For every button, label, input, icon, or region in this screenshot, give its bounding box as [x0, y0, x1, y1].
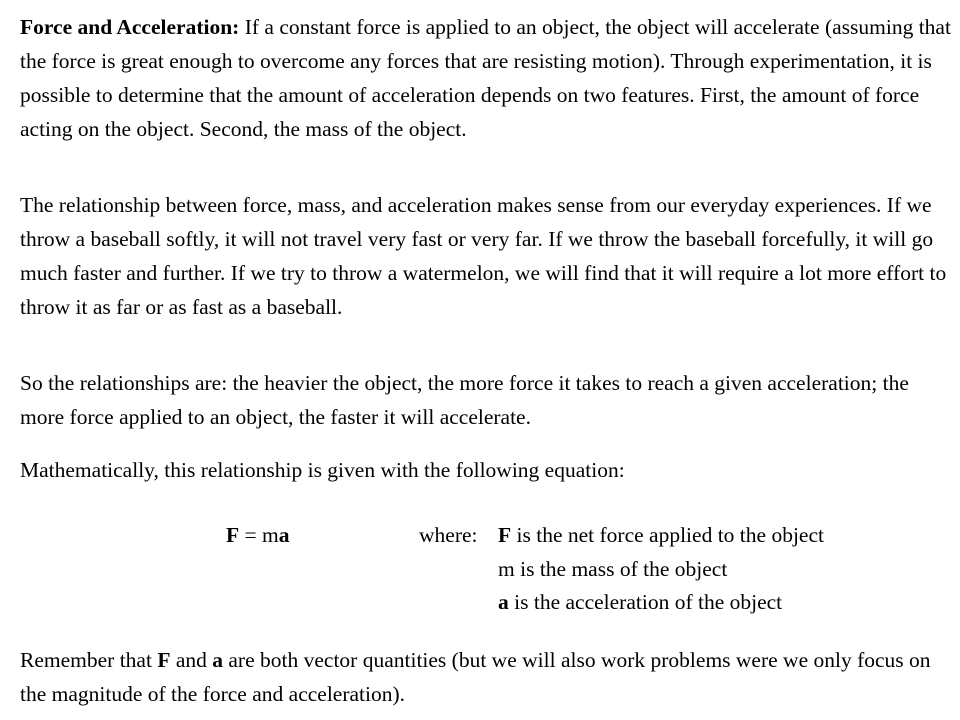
definition-force	[498, 518, 824, 552]
paragraph-text: If a constant force is applied to an object, the object will accelerate (assuming that the force is great enough to overcome any forces that are resisting motion). Through experimentation, it is possible to determine that the amount of acceleration depends on two features. First, the amount of force acting on the object. Second, the mass of the object.	[20, 15, 951, 141]
definition-acceleration	[498, 585, 782, 619]
paragraph-text: Mathematically, this relationship is given with the following equation:	[20, 458, 625, 482]
equation-force-symbol: F	[226, 523, 240, 547]
paragraph-text-part: and	[170, 648, 213, 672]
vector-acceleration-symbol: a	[212, 648, 224, 672]
where-label: where:	[419, 523, 478, 547]
paragraph-text-part: are both vector quantities (but we will also work problems were we only focus on the magnitude of the force and acceleration).	[20, 648, 931, 706]
definition-mass	[498, 552, 727, 586]
definition-force-symbol: F	[498, 523, 512, 547]
paragraph-text: So the relationships are: the heavier the object, the more force it takes to reach a given acceleration; the more force applied to an object, the faster it will accelerate.	[20, 371, 909, 429]
paragraph-relationships	[20, 366, 955, 434]
definition-mass-text: m is the mass of the object	[498, 557, 728, 581]
equation-acceleration-symbol: a	[278, 523, 290, 547]
vector-force-symbol: F	[157, 648, 171, 672]
paragraph-mathematically	[20, 453, 955, 487]
section-title: Force and Acceleration:	[20, 15, 240, 39]
paragraph-everyday-experience	[20, 188, 955, 324]
definition-acceleration-symbol: a	[498, 590, 509, 614]
paragraph-vector-quantities	[20, 643, 955, 711]
equation-f-equals-ma	[226, 518, 290, 552]
paragraph-text: The relationship between force, mass, and acceleration makes sense from our everyday experiences. If we throw a baseball softly, it will not travel very fast or very far. If we throw the baseball forcefully, it will go much faster and further. If we try to throw a watermelon, we will find that it will require a lot more effort to throw it as far or as fast as a baseball.	[20, 193, 947, 319]
paragraph-force-acceleration	[20, 10, 955, 146]
definition-force-text: is the net force applied to the object	[511, 523, 824, 547]
equation-equals-mass: = m	[239, 523, 279, 547]
definition-acceleration-text: is the acceleration of the object	[508, 590, 783, 614]
paragraph-text-part: Remember that	[20, 648, 158, 672]
